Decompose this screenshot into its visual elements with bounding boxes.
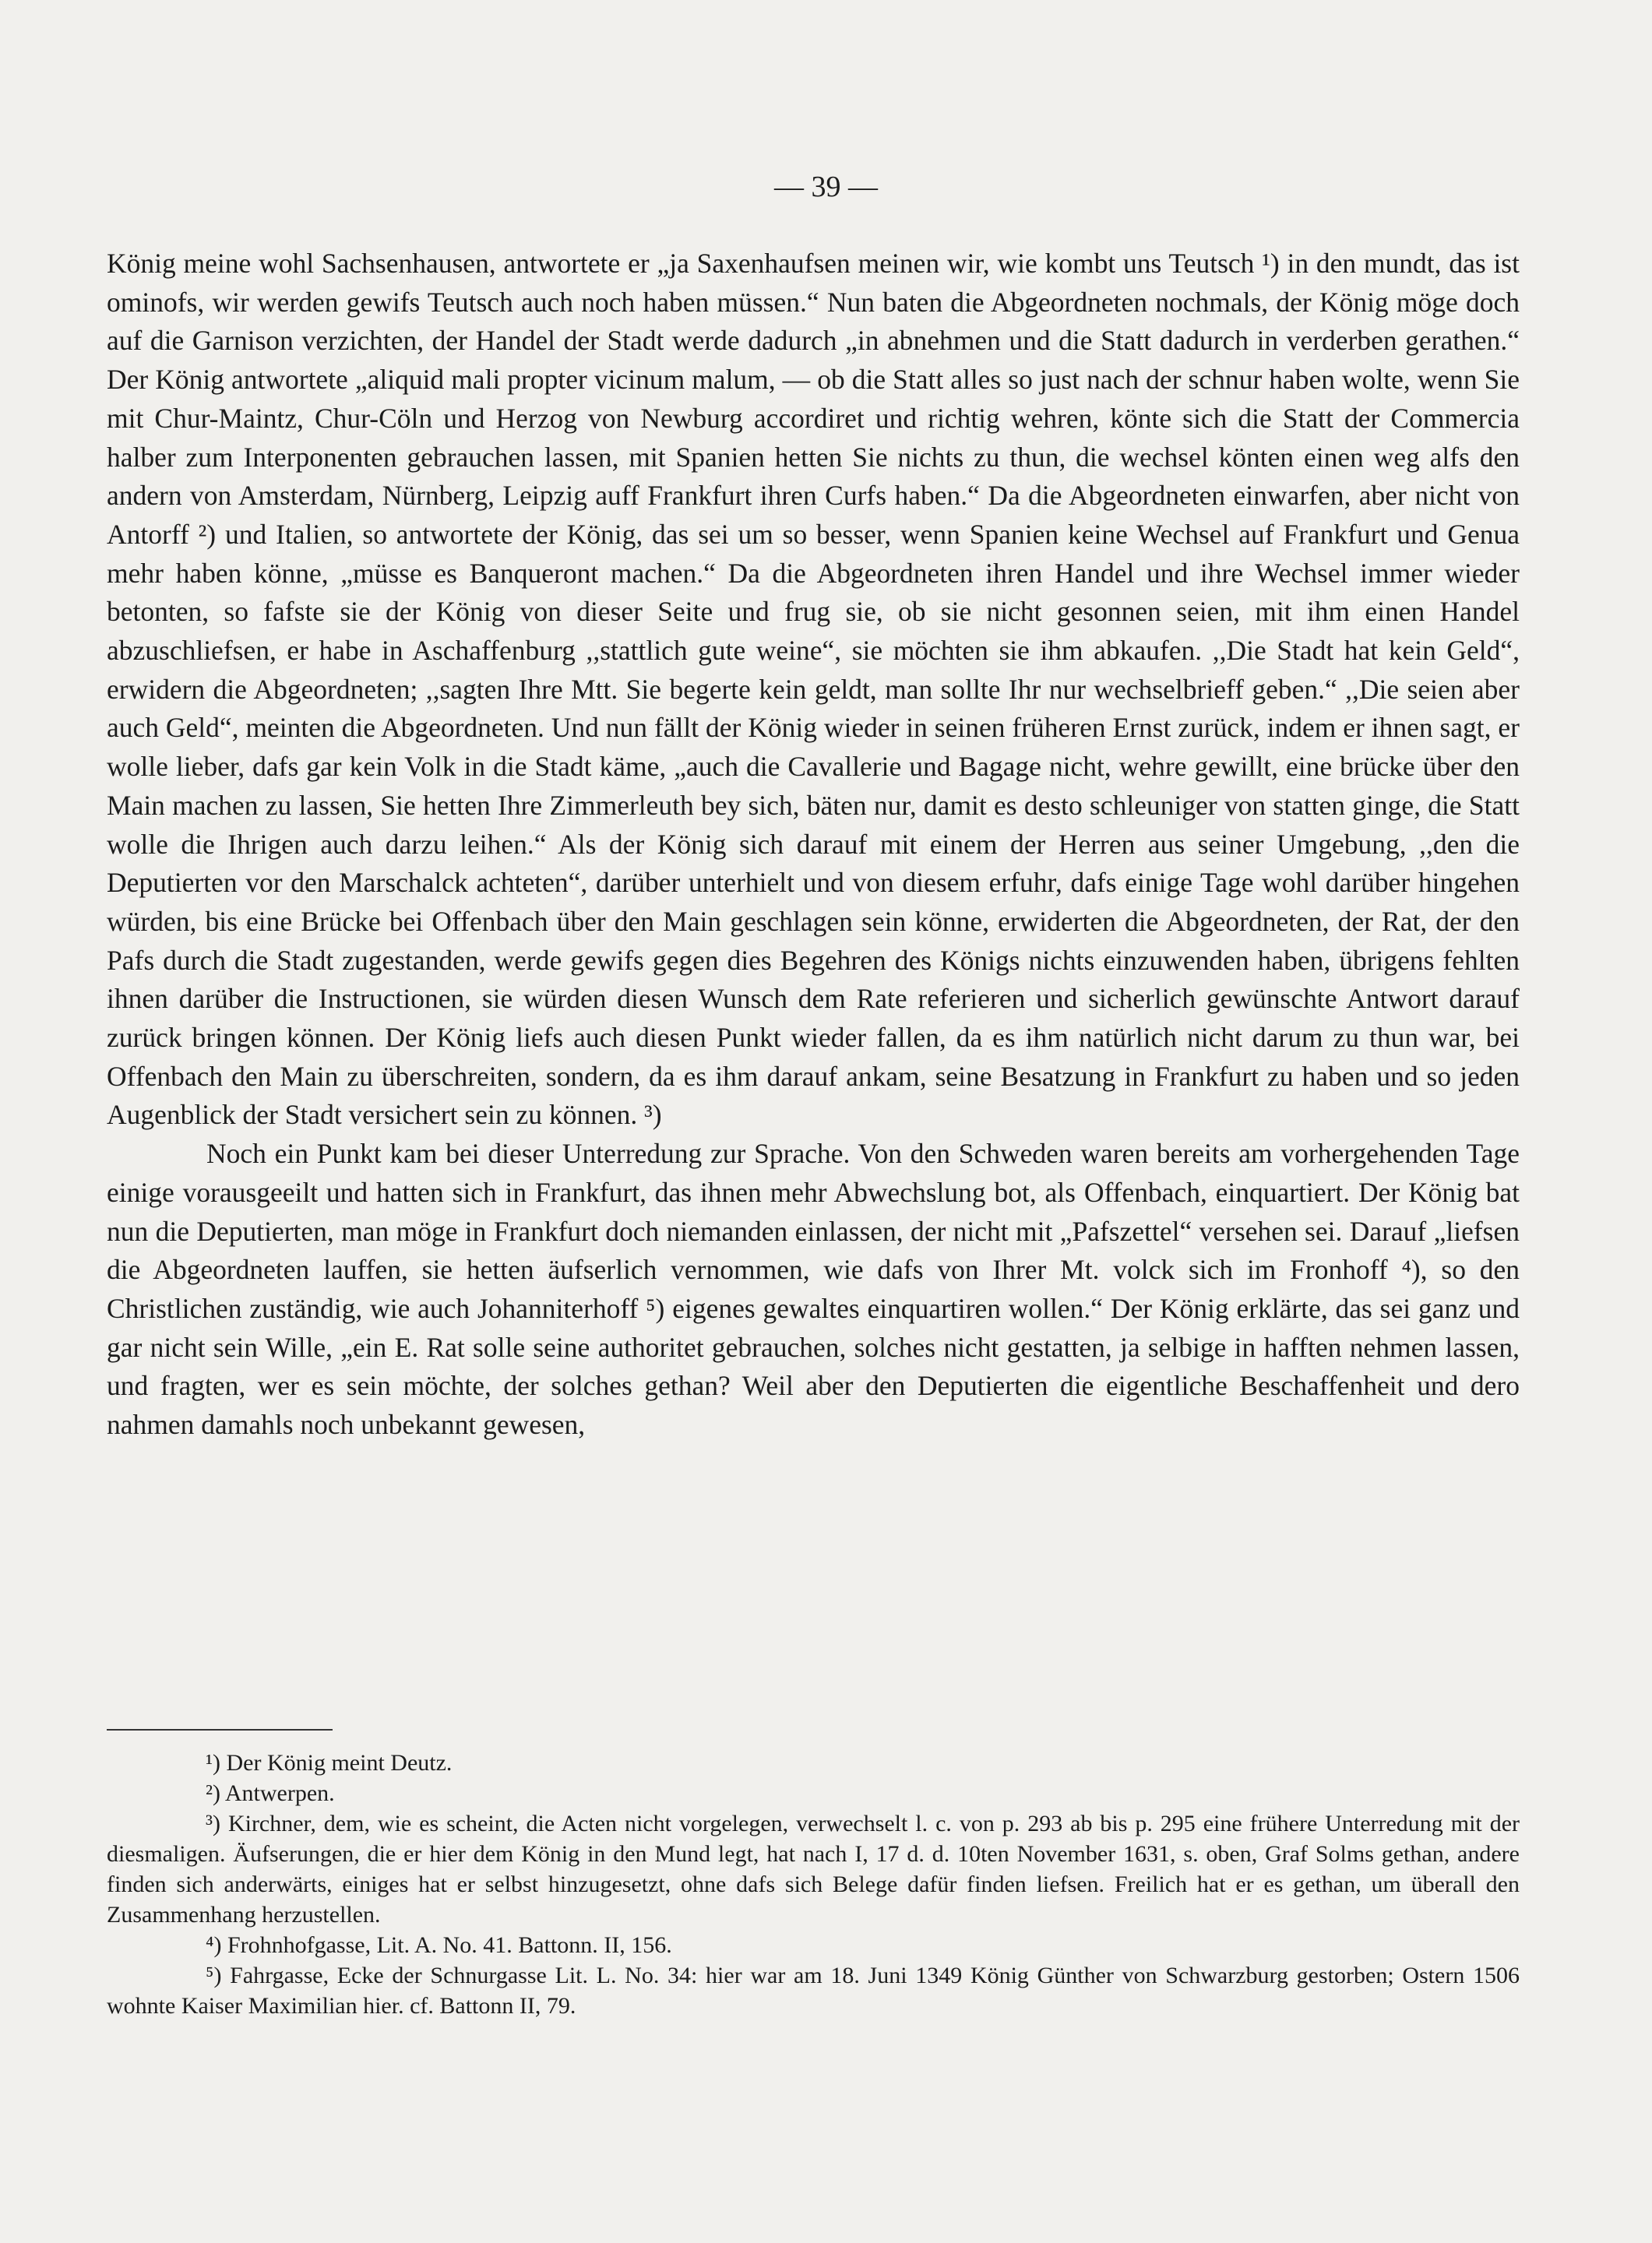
footnote-mark: ²) [206, 1780, 220, 1806]
footnote [107, 1748, 1520, 1778]
footnote-text: Kirchner, dem, wie es scheint, die Acten nicht vorgelegen, verwechselt l. c. von p. 293 ab bis p. 295 eine frühere Unterredung mit der diesmaligen. Äufserungen, die er hier dem König in den Mund legt, hat nach I, 17 d. d. 10ten November 1631, s. oben, Graf Solms gethan, andere finden sich anderwärts, einiges hat er selbst hinzugesetzt, ohne dafs sich Belege dafür finden liefsen. Freilich hat er es gethan, um überall den Zusammenhang herzustellen. [107, 1811, 1520, 1928]
footnote-mark: ³) [206, 1811, 220, 1836]
footnote-text: Fahrgasse, Ecke der Schnurgasse Lit. L. No. 34: hier war am 18. Juni 1349 König Günther von Schwarzburg gestorben; Ostern 1506 wohnte Kaiser Maximilian hier. cf. Battonn II, 79. [107, 1963, 1520, 2019]
footnote-text: Antwerpen. [224, 1780, 335, 1806]
footnote-separator [107, 1729, 333, 1731]
footnote-mark: ⁵) [206, 1963, 222, 1988]
paragraph: Noch ein Punkt kam bei dieser Unterredung zur Sprache. Von den Schweden waren bereits am vorhergehenden Tage einige vorausgeeilt und hatten sich in Frankfurt, das ihnen mehr Abwechslung bot, als Offenbach, einquartiert. Der König bat nun die Deputierten, man möge in Frankfurt doch niemanden einlassen, der nicht mit „Pafszettel“ versehen sei. Darauf „liefsen die Abgeordneten lauffen, sie hetten äufserlich vernommen, wie dafs von Ihrer Mt. volck sich im Fronhoff ⁴), so den Christlichen zuständig, wie auch Johanniterhoff ⁵) eigenes gewaltes einquartiren wollen.“ Der König erklärte, das sei ganz und gar nicht sein Wille, „ein E. Rat solle seine authoritet gebrauchen, solches nicht gestatten, ja selbige in hafften nehmen lassen, und fragten, wer es sein möchte, der solches gethan? Weil aber den Deputierten die eigentliche Beschaffenheit und dero nahmen damahls noch unbekannt gewesen, [107, 1138, 1520, 1441]
page-number: — 39 — [774, 171, 878, 203]
footnote [107, 1778, 1520, 1808]
paragraph: König meine wohl Sachsenhausen, antwortete er „ja Saxenhaufsen meinen wir, wie kombt uns Teutsch ¹) in den mundt, das ist ominofs, wir werden gewifs Teutsch auch noch haben müssen.“ Nun baten die Abgeordneten nochmals, der König möge doch auf die Garnison verzichten, der Handel der Stadt werde dadurch „in abnehmen und die Statt dadurch in verderben gerathen.“ Der König antwortete „aliquid mali propter vicinum malum, — ob die Statt alles so just nach der schnur haben wolte, wenn Sie mit Chur-Maintz, Chur-Cöln und Herzog von Newburg accordiret und richtig wehren, könte sich die Statt der Commercia halber zum Interponenten gebrauchen lassen, mit Spanien hetten Sie nichts zu thun, die wechsel könten einen weg alfs den andern von Amsterdam, Nürnberg, Leipzig auff Frankfurt ihren Curfs haben.“ Da die Abgeordneten einwarfen, aber nicht von Antorff ²) und Italien, so antwortete der König, das sei um so besser, wenn Spanien keine Wechsel auf Frankfurt und Genua mehr haben könne, „müsse es Banqueront machen.“ Da die Abgeordneten ihren Handel und ihre Wechsel immer wieder betonten, so fafste sie der König von dieser Seite und frug sie, ob sie nicht gesonnen seien, mit ihm einen Handel abzuschliefsen, er habe in Aschaffenburg ,,stattlich gute weine“, sie möchten sie ihm abkaufen. ,,Die Stadt hat kein Geld“, erwidern die Abgeordneten; ,,sagten Ihre Mtt. Sie begerte kein geldt, man sollte Ihr nur wechselbrieff geben.“ ,,Die seien aber auch Geld“, meinten die Abgeordneten. Und nun fällt der König wieder in seinen früheren Ernst zurück, indem er ihnen sagt, er wolle lieber, dafs gar kein Volk in die Stadt käme, „auch die Cavallerie und Bagage nicht, wehre gewillt, eine brücke über den Main machen zu lassen, Sie hetten Ihre Zimmerleuth bey sich, bäten nur, damit es desto schleuniger von statten ginge, die Statt wolle die Ihrigen auch darzu leihen.“ Als der König sich darauf mit einem der Herren aus seiner Umgebung, ,,den die Deputierten vor den Marschalck achteten“, darüber unterhielt und von diesem erfuhr, dafs einige Tage wohl darüber hingehen würden, bis eine Brücke bei Offenbach über den Main geschlagen sein könne, erwiderten die Abgeordneten, der Rat, der den Pafs durch die Stadt zugestanden, werde gewifs gegen dies Begehren des Königs nichts einzuwenden haben, übrigens fehlten ihnen darüber die Instructionen, sie würden diesen Wunsch dem Rate referieren und sicherlich gewünschte Antwort darauf zurück bringen können. Der König liefs auch diesen Punkt wieder fallen, da es ihm natürlich nicht darum zu thun war, bei Offenbach den Main zu überschreiten, sondern, da es ihm darauf ankam, seine Besatzung in Frankfurt zu haben und so jeden Augenblick der Stadt versichert sein zu können. ³) [107, 248, 1520, 1131]
footnote [107, 1930, 1520, 1960]
footnotes [107, 1748, 1520, 2021]
footnote [107, 1808, 1520, 1930]
footnote-text: Frohnhofgasse, Lit. A. No. 41. Battonn. II, 156. [227, 1932, 672, 1958]
footnote-mark: ¹) [206, 1750, 220, 1776]
footnote-mark: ⁴) [206, 1932, 222, 1958]
footnote [107, 1960, 1520, 2021]
footnote-text: Der König meint Deutz. [226, 1750, 453, 1776]
main-text [107, 245, 1520, 1445]
